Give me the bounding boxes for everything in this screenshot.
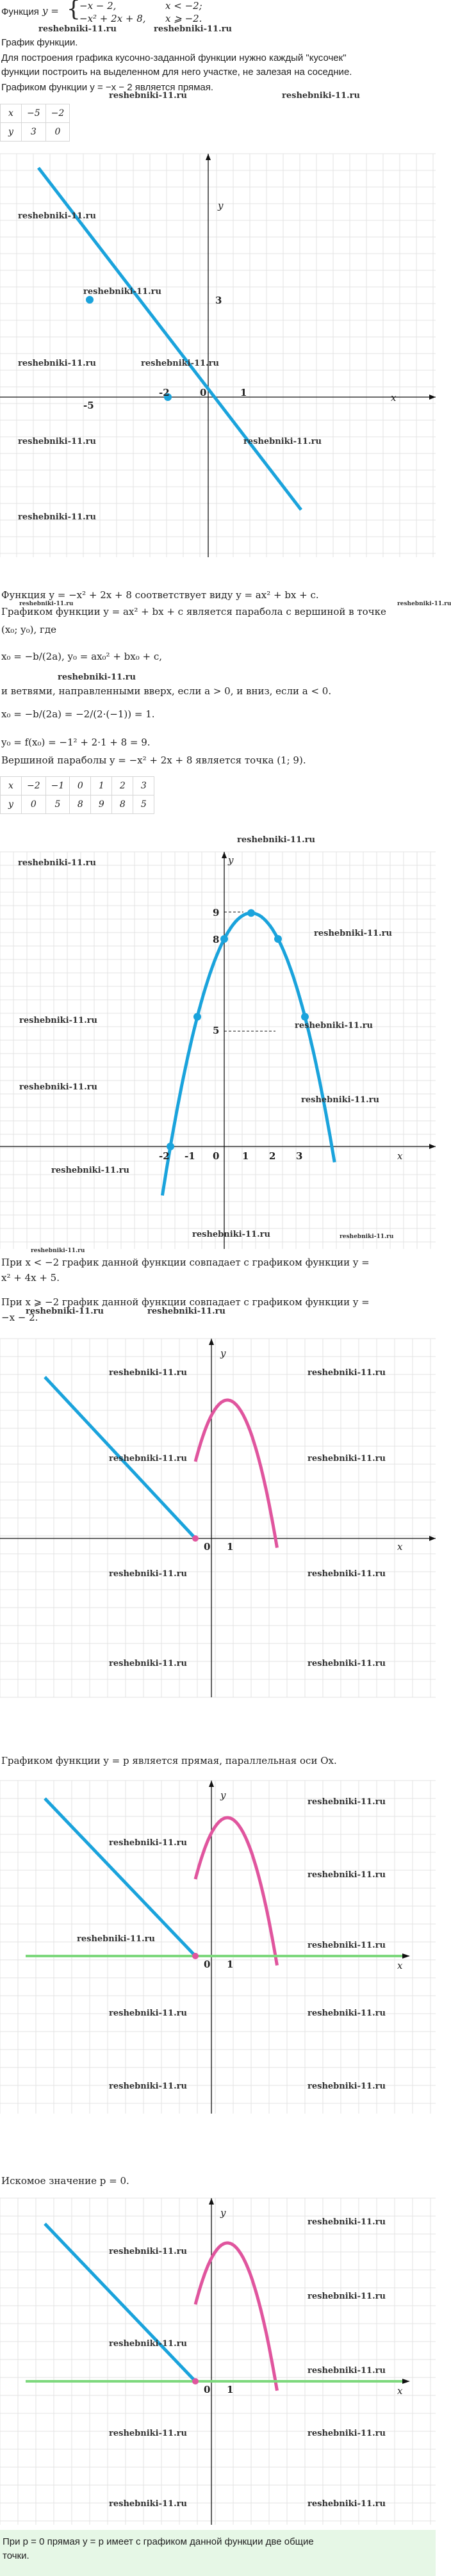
watermark: reshebniki-11.ru xyxy=(308,2499,386,2509)
point xyxy=(86,296,94,304)
table-cell: 0 xyxy=(22,795,46,814)
watermark: reshebniki-11.ru xyxy=(109,1368,187,1378)
answer-line-1: При p = 0 прямая y = p имеет с графиком данной функции две общие xyxy=(3,2536,314,2547)
axis-y-label: y xyxy=(220,1789,226,1801)
axis-x-label: x xyxy=(397,2385,403,2397)
graph-parabola xyxy=(0,852,436,1249)
tick-label: -2 xyxy=(159,387,170,398)
watermark: reshebniki-11.ru xyxy=(18,211,96,221)
parabola-p2: Графиком функции y = ax² + bx + c является парабола с вершиной в точке xyxy=(1,606,386,617)
axis-y-label: y xyxy=(220,2207,226,2219)
table-cell: 0 xyxy=(70,777,91,795)
parabola-part xyxy=(195,2243,277,2391)
parabola-p7: y₀ = f(x₀) = −1² + 2·1 + 8 = 9. xyxy=(1,737,151,748)
table-cell: y xyxy=(1,795,22,814)
axis-x-label: x xyxy=(397,1960,403,1971)
watermark: reshebniki-11.ru xyxy=(19,1082,97,1092)
watermark: reshebniki-11.ru xyxy=(109,1454,187,1463)
watermark: reshebniki-11.ru xyxy=(51,1166,129,1175)
table-cell: −2 xyxy=(22,777,46,795)
table-cell: 2 xyxy=(112,777,133,795)
tick-label: 0 xyxy=(204,2384,211,2395)
line-function-text: Графиком функции y = −x − 2 является прямая. xyxy=(1,82,214,93)
watermark: reshebniki-11.ru xyxy=(282,91,360,101)
watermark: reshebniki-11.ru xyxy=(109,1838,187,1848)
table-row xyxy=(1,123,70,142)
point xyxy=(192,1953,199,1959)
tick-label: 1 xyxy=(227,2384,234,2395)
axis-x-label: x xyxy=(397,1541,403,1553)
graph-combined-svg xyxy=(0,1339,436,1697)
table-cell: x xyxy=(1,104,22,123)
tick-label: 0 xyxy=(204,1959,211,1970)
case1-expr: −x − 2, xyxy=(79,0,117,12)
watermark: reshebniki-11.ru xyxy=(109,1569,187,1579)
tick-label: 3 xyxy=(296,1150,303,1162)
watermark: reshebniki-11.ru xyxy=(308,1870,386,1880)
watermark: reshebniki-11.ru xyxy=(308,1797,386,1807)
watermark: reshebniki-11.ru xyxy=(308,2009,386,2018)
parabola-point xyxy=(247,909,255,917)
table-parabola-values xyxy=(0,776,154,814)
table-cell: 8 xyxy=(112,795,133,814)
combine-c2a: При x ⩾ −2 график данной функции совпадает с графиком функции y = xyxy=(1,1296,370,1308)
watermark: reshebniki-11.ru xyxy=(308,1569,386,1579)
table-cell: 8 xyxy=(70,795,91,814)
watermark: reshebniki-11.ru xyxy=(308,2082,386,2091)
axis-y-label: y xyxy=(228,854,234,866)
watermark: reshebniki-11.ru xyxy=(31,1248,85,1254)
sought-text: Искомое значение p = 0. xyxy=(1,2175,129,2187)
case2-expr: −x² + 2x + 8, xyxy=(79,13,146,24)
watermark: reshebniki-11.ru xyxy=(295,1021,373,1031)
parabola-part xyxy=(195,1818,277,1966)
watermark: reshebniki-11.ru xyxy=(308,1659,386,1668)
table-row xyxy=(1,777,154,795)
tick-label: -2 xyxy=(159,1150,170,1162)
tick-label: 9 xyxy=(213,907,220,918)
watermark: reshebniki-11.ru xyxy=(19,1016,97,1025)
point xyxy=(192,2378,199,2384)
axis-x-label: x xyxy=(397,1150,403,1162)
parabola-p6: x₀ = −b/(2a) = −2/(2·(−1)) = 1. xyxy=(1,708,155,720)
tick-label: 8 xyxy=(213,934,220,945)
line-part xyxy=(45,1798,195,1956)
watermark: reshebniki-11.ru xyxy=(109,2082,187,2091)
watermark: reshebniki-11.ru xyxy=(18,359,96,368)
parabola-p5: и ветвями, направленными вверх, если a > 0, и вниз, если a < 0. xyxy=(1,685,332,697)
watermark: reshebniki-11.ru xyxy=(77,1934,155,1944)
func-label: Функция xyxy=(1,6,39,17)
tick-label: -1 xyxy=(184,1150,195,1162)
watermark: reshebniki-11.ru xyxy=(83,287,161,297)
tick-label: 2 xyxy=(269,1150,276,1162)
watermark: reshebniki-11.ru xyxy=(141,359,219,368)
parabola-point xyxy=(274,935,282,943)
combine-c1b: x² + 4x + 5. xyxy=(1,1272,60,1284)
watermark: reshebniki-11.ru xyxy=(192,1230,270,1239)
parabola-point xyxy=(193,1013,201,1021)
point xyxy=(192,1535,199,1542)
parabola-p1: Функция y = −x² + 2x + 8 соответствует виду y = ax² + bx + c. xyxy=(1,589,319,601)
table-cell: 0 xyxy=(45,123,70,142)
watermark: reshebniki-11.ru xyxy=(18,858,96,868)
func-var: y = xyxy=(42,5,59,17)
table-cell: −1 xyxy=(45,777,70,795)
answer-box xyxy=(0,2530,436,2576)
watermark: reshebniki-11.ru xyxy=(308,2366,386,2376)
graph-final xyxy=(0,2198,436,2525)
combine-c2b: −x − 2. xyxy=(1,1312,38,1323)
watermark: reshebniki-11.ru xyxy=(58,673,136,682)
table-cell: x xyxy=(1,777,22,795)
tick-label: 0 xyxy=(213,1150,220,1162)
table-cell: 1 xyxy=(91,777,112,795)
tick-label: -5 xyxy=(83,400,94,411)
watermark: reshebniki-11.ru xyxy=(314,929,392,938)
axis-y-label: y xyxy=(218,200,224,211)
table-row xyxy=(1,795,154,814)
tick-label: 1 xyxy=(227,1541,234,1553)
watermark: reshebniki-11.ru xyxy=(109,1659,187,1668)
watermark: reshebniki-11.ru xyxy=(340,1234,394,1240)
watermark: reshebniki-11.ru xyxy=(308,2292,386,2301)
watermark: reshebniki-11.ru xyxy=(109,2247,187,2256)
watermark: reshebniki-11.ru xyxy=(154,24,232,34)
case1-cond: x < −2; xyxy=(165,0,202,12)
watermark: reshebniki-11.ru xyxy=(109,2429,187,2438)
tick-label: 5 xyxy=(213,1025,220,1036)
table-cell: 3 xyxy=(22,123,46,142)
table-line-values xyxy=(0,104,70,142)
watermark: reshebniki-11.ru xyxy=(308,2217,386,2227)
table-cell: −2 xyxy=(45,104,70,123)
graph-line xyxy=(0,154,436,557)
parabola-point xyxy=(220,935,228,943)
watermark: reshebniki-11.ru xyxy=(308,1454,386,1463)
axis-y-label: y xyxy=(220,1348,226,1359)
watermark: reshebniki-11.ru xyxy=(18,512,96,522)
tick-label: 0 xyxy=(204,1541,211,1553)
table-cell: 5 xyxy=(133,795,154,814)
tick-label: 1 xyxy=(227,1959,234,1970)
tick-label: 1 xyxy=(242,1150,249,1162)
method-line-1: Для построения графика кусочно-заданной функции нужно каждый "кусочек" xyxy=(1,53,347,63)
tick-label: 0 xyxy=(200,387,207,398)
case2-cond: x ⩾ −2. xyxy=(165,13,202,24)
watermark: reshebniki-11.ru xyxy=(308,1368,386,1378)
watermark: reshebniki-11.ru xyxy=(19,601,74,607)
table-cell: y xyxy=(1,123,22,142)
tick-label: 3 xyxy=(215,295,222,306)
axis-x-label: x xyxy=(391,392,397,404)
parabola-part xyxy=(195,1400,277,1548)
table-cell: 5 xyxy=(45,795,70,814)
parabola-point xyxy=(301,1013,309,1021)
watermark: reshebniki-11.ru xyxy=(243,437,322,446)
watermark: reshebniki-11.ru xyxy=(109,2339,187,2349)
watermark: reshebniki-11.ru xyxy=(301,1095,379,1105)
brace: { xyxy=(67,0,81,22)
answer-line-2: точки. xyxy=(3,2550,29,2561)
watermark: reshebniki-11.ru xyxy=(109,2009,187,2018)
watermark: reshebniki-11.ru xyxy=(237,835,315,845)
tick-label: 1 xyxy=(240,387,247,398)
watermark: reshebniki-11.ru xyxy=(38,24,117,34)
horizontal-text: Графиком функции y = p является прямая, параллельная оси Ox. xyxy=(1,1755,337,1766)
table-cell: 9 xyxy=(91,795,112,814)
watermark: reshebniki-11.ru xyxy=(18,437,96,446)
table-cell: −5 xyxy=(22,104,46,123)
table-row xyxy=(1,104,70,123)
watermark: reshebniki-11.ru xyxy=(109,2499,187,2509)
schedule-heading: График функции. xyxy=(1,37,78,48)
graph-combined xyxy=(0,1339,436,1697)
watermark: reshebniki-11.ru xyxy=(147,1307,226,1316)
parabola-p3: (x₀; y₀), где xyxy=(1,624,56,635)
method-line-2: функции построить на выделенном для него участке, не залезая на соседние. xyxy=(1,67,352,77)
parabola-p8: Вершиной параболы y = −x² + 2x + 8 является точка (1; 9). xyxy=(1,754,306,766)
parabola-p4: x₀ = −b/(2a), y₀ = ax₀² + bx₀ + c, xyxy=(1,651,163,662)
watermark: reshebniki-11.ru xyxy=(308,2429,386,2438)
watermark: reshebniki-11.ru xyxy=(26,1307,104,1316)
watermark: reshebniki-11.ru xyxy=(308,1941,386,1950)
graph-horizontal xyxy=(0,1781,436,2114)
graph-final-svg xyxy=(0,2198,436,2525)
combine-c1a: При x < −2 график данной функции совпадает с графиком функции y = xyxy=(1,1257,370,1268)
table-cell: 3 xyxy=(133,777,154,795)
parabola-point xyxy=(167,1143,174,1150)
watermark: reshebniki-11.ru xyxy=(397,601,451,607)
watermark: reshebniki-11.ru xyxy=(109,91,187,101)
